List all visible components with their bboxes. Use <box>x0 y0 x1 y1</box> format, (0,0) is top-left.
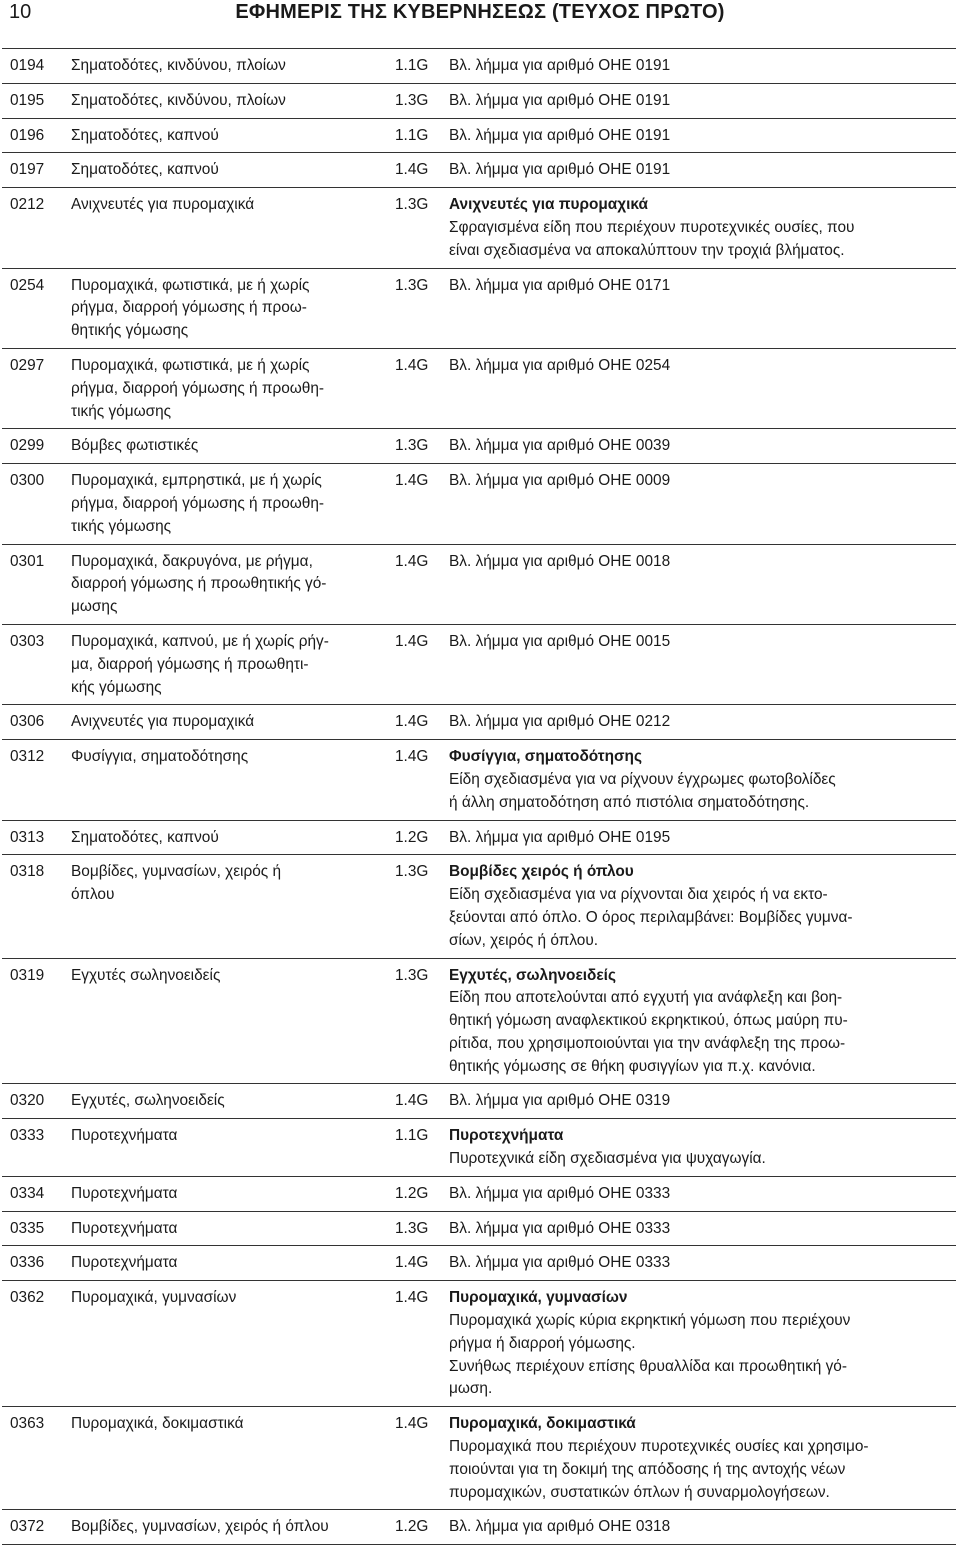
definition-line: ξεύονται από όπλο. Ο όρος περιλαμβάνει: Βομβίδες γυμνα- <box>449 908 853 926</box>
table-row <box>2 545 956 625</box>
substance-name <box>71 90 395 113</box>
name-line: ρήγμα, διαρροή γόμωσης ή προω- <box>71 299 307 317</box>
definition-term: Πυρομαχικά, δοκιμαστικά <box>449 1415 636 1433</box>
classification-code: 1.1G <box>395 1127 429 1145</box>
table-row <box>2 153 956 188</box>
name-line: Πυρομαχικά, εμπρηστικά, με ή χωρίς <box>71 472 322 490</box>
see-entry-reference: Βλ. λήμμα για αριθμό ΟΗΕ 0018 <box>449 552 671 570</box>
see-entry-reference: Βλ. λήμμα για αριθμό ΟΗΕ 0039 <box>449 437 671 455</box>
see-entry-reference: Βλ. λήμμα για αριθμό ΟΗΕ 0319 <box>449 1092 671 1110</box>
description <box>449 275 956 343</box>
un-number: 0297 <box>10 356 45 374</box>
definition-line: Συνήθως περιέχουν επίσης θρυαλλίδα και προωθητική γό- <box>449 1357 847 1375</box>
definition-line: μωση. <box>449 1380 493 1398</box>
table-row <box>2 349 956 429</box>
substance-name <box>71 1413 395 1504</box>
un-number: 0313 <box>10 828 45 846</box>
definition-line: Είδη σχεδιασμένα για να ρίχνουν έγχρωμες φωτοβολίδες <box>449 770 836 788</box>
definition-line: ποιούνται για τη δοκιμή της απόδοσης ή της αντοχής νέων <box>449 1460 846 1478</box>
table-row <box>2 705 956 740</box>
un-entries-table <box>2 48 956 1545</box>
un-number: 0312 <box>10 748 45 766</box>
table-row <box>2 1177 956 1212</box>
name-line: Πυροτεχνήματα <box>71 1184 178 1202</box>
substance-name <box>71 965 395 1079</box>
definition-term: Βομβίδες χειρός ή όπλου <box>449 863 634 881</box>
name-line: Πυροτεχνήματα <box>71 1127 178 1145</box>
substance-name <box>71 1287 395 1401</box>
description <box>449 1218 956 1241</box>
description <box>449 1252 956 1275</box>
classification-code: 1.3G <box>395 91 429 109</box>
definition-line: ρήγμα ή διαρροή γόμωσης. <box>449 1334 636 1352</box>
see-entry-reference: Βλ. λήμμα για αριθμό ΟΗΕ 0171 <box>449 276 671 294</box>
name-line: θητικής γόμωσης <box>71 322 189 340</box>
name-line: κής γόμωσης <box>71 678 162 696</box>
substance-name <box>71 470 395 538</box>
name-line: Πυρομαχικά, δοκιμαστικά <box>71 1415 244 1433</box>
classification-code: 1.4G <box>395 1415 429 1433</box>
un-number: 0197 <box>10 161 45 179</box>
description <box>449 746 956 814</box>
see-entry-reference: Βλ. λήμμα για αριθμό ΟΗΕ 0318 <box>449 1518 671 1536</box>
description <box>449 1125 956 1171</box>
table-row <box>2 1246 956 1281</box>
name-line: Ανιχνευτές για πυρομαχικά <box>71 713 255 731</box>
classification-code: 1.4G <box>395 472 429 490</box>
table-row <box>2 84 956 119</box>
description <box>449 1287 956 1401</box>
description <box>449 965 956 1079</box>
name-line: Βόμβες φωτιστικές <box>71 437 199 455</box>
definition-line: πυρομαχικών, συστατικών όπλων ή συναρμολογήσεων. <box>449 1483 830 1501</box>
name-line: Σηματοδότες, κινδύνου, πλοίων <box>71 91 286 109</box>
un-number: 0303 <box>10 632 45 650</box>
table-row <box>2 821 956 856</box>
name-line: Πυρομαχικά, φωτιστικά, με ή χωρίς <box>71 356 310 374</box>
name-line: Ανιχνευτές για πυρομαχικά <box>71 196 255 214</box>
description <box>449 194 956 262</box>
un-number: 0194 <box>10 57 45 74</box>
substance-name <box>71 1516 395 1539</box>
name-line: Σηματοδότες, καπνού <box>71 161 219 179</box>
definition-line: Είδη σχεδιασμένα για να ρίχνονται δια χειρός ή να εκτο- <box>449 886 828 904</box>
un-number: 0336 <box>10 1254 45 1272</box>
name-line: τικής γόμωσης <box>71 402 172 420</box>
description <box>449 1516 956 1539</box>
un-number: 0212 <box>10 196 45 214</box>
name-line: Σηματοδότες, καπνού <box>71 828 219 846</box>
classification-code: 1.3G <box>395 966 429 984</box>
see-entry-reference: Βλ. λήμμα για αριθμό ΟΗΕ 0212 <box>449 713 671 731</box>
substance-name <box>71 194 395 262</box>
substance-name <box>71 1125 395 1171</box>
un-number: 0301 <box>10 552 45 570</box>
table-row <box>2 119 956 154</box>
table-row <box>2 1510 956 1545</box>
definition-line: θητικής γόμωσης σε θήκη φυσιγγίων για π.χ. κανόνια. <box>449 1057 816 1075</box>
definition-line: Πυροτεχνικά είδη σχεδιασμένα για ψυχαγωγία. <box>449 1150 766 1168</box>
classification-code: 1.4G <box>395 356 429 374</box>
un-number: 0306 <box>10 713 45 731</box>
un-number: 0333 <box>10 1127 45 1145</box>
page-number: 10 <box>9 1 32 23</box>
definition-line: Πυρομαχικά που περιέχουν πυροτεχνικές ουσίες και χρησιμο- <box>449 1438 869 1456</box>
substance-name <box>71 435 395 458</box>
name-line: Πυροτεχνήματα <box>71 1219 178 1237</box>
table-row <box>2 855 956 958</box>
definition-term: Εγχυτές, σωληνοειδείς <box>449 966 616 984</box>
un-number: 0318 <box>10 863 45 881</box>
definition-line: θητική γόμωση αναφλεκτικού εκρηκτικού, όπως μαύρη πυ- <box>449 1012 848 1030</box>
classification-code: 1.3G <box>395 1219 429 1237</box>
see-entry-reference: Βλ. λήμμα για αριθμό ΟΗΕ 0333 <box>449 1184 671 1202</box>
table-row <box>2 1212 956 1247</box>
table-row <box>2 429 956 464</box>
substance-name <box>71 1090 395 1113</box>
name-line: Βομβίδες, γυμνασίων, χειρός ή όπλου <box>71 1518 329 1536</box>
classification-code: 1.3G <box>395 276 429 294</box>
table-row <box>2 49 956 84</box>
substance-name <box>71 275 395 343</box>
un-number: 0319 <box>10 966 45 984</box>
description <box>449 631 956 699</box>
un-number: 0320 <box>10 1092 45 1110</box>
see-entry-reference: Βλ. λήμμα για αριθμό ΟΗΕ 0254 <box>449 356 671 374</box>
name-line: Εγχυτές σωληνοειδείς <box>71 966 221 984</box>
un-number: 0254 <box>10 276 45 294</box>
substance-name <box>71 125 395 148</box>
name-line: ρήγμα, διαρροή γόμωσης ή προωθη- <box>71 494 325 512</box>
classification-code: 1.4G <box>395 1289 429 1307</box>
description <box>449 1183 956 1206</box>
table-row <box>2 1407 956 1510</box>
un-number: 0363 <box>10 1415 45 1433</box>
substance-name <box>71 631 395 699</box>
definition-line: είναι σχεδιασμένα να αποκαλύπτουν την τροχιά βλήματος. <box>449 241 845 259</box>
un-number: 0300 <box>10 472 45 490</box>
classification-code: 1.4G <box>395 1254 429 1272</box>
definition-line: Πυρομαχικά χωρίς κύρια εκρηκτική γόμωση που περιέχουν <box>449 1312 851 1330</box>
see-entry-reference: Βλ. λήμμα για αριθμό ΟΗΕ 0009 <box>449 472 671 490</box>
un-number: 0334 <box>10 1184 45 1202</box>
un-number: 0372 <box>10 1518 45 1536</box>
classification-code: 1.4G <box>395 1092 429 1110</box>
classification-code: 1.4G <box>395 748 429 766</box>
classification-code: 1.4G <box>395 161 429 179</box>
description <box>449 55 956 78</box>
see-entry-reference: Βλ. λήμμα για αριθμό ΟΗΕ 0191 <box>449 161 671 179</box>
classification-code: 1.2G <box>395 1184 429 1202</box>
classification-code: 1.4G <box>395 713 429 731</box>
un-number: 0299 <box>10 437 45 455</box>
classification-code: 1.4G <box>395 552 429 570</box>
substance-name <box>71 551 395 619</box>
description <box>449 711 956 734</box>
substance-name <box>71 711 395 734</box>
name-line: τικής γόμωσης <box>71 517 172 535</box>
classification-code: 1.3G <box>395 437 429 455</box>
classification-code: 1.1G <box>395 57 429 74</box>
un-number: 0335 <box>10 1219 45 1237</box>
un-number: 0196 <box>10 126 45 144</box>
name-line: Πυρομαχικά, φωτιστικά, με ή χωρίς <box>71 276 310 294</box>
table-row <box>2 1281 956 1407</box>
definition-line: σίων, χειρός ή όπλου. <box>449 931 599 949</box>
definition-term: Πυροτεχνήματα <box>449 1127 564 1145</box>
page-header <box>0 0 960 30</box>
definition-line: ή άλλη σηματοδότηση από πιστόλια σηματοδότησης. <box>449 793 810 811</box>
substance-name <box>71 1252 395 1275</box>
name-line: Πυροτεχνήματα <box>71 1254 178 1272</box>
definition-line: ρίτιδα, που χρησιμοποιούνται για την ανάφλεξη της προω- <box>449 1034 846 1052</box>
classification-code: 1.4G <box>395 632 429 650</box>
definition-term: Ανιχνευτές για πυρομαχικά <box>449 196 648 214</box>
name-line: Πυρομαχικά, δακρυγόνα, με ρήγμα, <box>71 552 313 570</box>
name-line: όπλου <box>71 886 115 904</box>
table-row <box>2 959 956 1085</box>
definition-line: Είδη που αποτελούνται από εγχυτή για ανάφλεξη και βοη- <box>449 989 843 1007</box>
table-row <box>2 625 956 705</box>
un-number: 0362 <box>10 1289 45 1307</box>
description <box>449 1090 956 1113</box>
description <box>449 861 956 952</box>
substance-name <box>71 1218 395 1241</box>
definition-term: Φυσίγγια, σηματοδότησης <box>449 748 642 766</box>
substance-name <box>71 55 395 78</box>
un-number: 0195 <box>10 91 45 109</box>
name-line: Σηματοδότες, καπνού <box>71 126 219 144</box>
description <box>449 90 956 113</box>
classification-code: 1.2G <box>395 1518 429 1536</box>
see-entry-reference: Βλ. λήμμα για αριθμό ΟΗΕ 0191 <box>449 126 671 144</box>
journal-title: ΕΦΗΜΕΡΙΣ ΤΗΣ ΚΥΒΕΡΝΗΣΕΩΣ (ΤΕΥΧΟΣ ΠΡΩΤΟ) <box>235 1 725 23</box>
table-row <box>2 1119 956 1177</box>
name-line: Φυσίγγια, σηματοδότησης <box>71 748 249 766</box>
see-entry-reference: Βλ. λήμμα για αριθμό ΟΗΕ 0195 <box>449 828 671 846</box>
name-line: Βομβίδες, γυμνασίων, χειρός ή <box>71 863 282 881</box>
classification-code: 1.2G <box>395 828 429 846</box>
table-row <box>2 740 956 820</box>
table-row <box>2 1084 956 1119</box>
see-entry-reference: Βλ. λήμμα για αριθμό ΟΗΕ 0333 <box>449 1219 671 1237</box>
substance-name <box>71 861 395 952</box>
name-line: μωσης <box>71 598 118 616</box>
classification-code: 1.3G <box>395 196 429 214</box>
classification-code: 1.3G <box>395 863 429 881</box>
substance-name <box>71 355 395 423</box>
description <box>449 470 956 538</box>
description <box>449 1413 956 1504</box>
classification-code: 1.1G <box>395 126 429 144</box>
name-line: Πυρομαχικά, καπνού, με ή χωρίς ρήγ- <box>71 632 329 650</box>
definition-line: Σφραγισμένα είδη που περιέχουν πυροτεχνικές ουσίες, που <box>449 218 855 236</box>
description <box>449 159 956 182</box>
see-entry-reference: Βλ. λήμμα για αριθμό ΟΗΕ 0191 <box>449 57 671 74</box>
description <box>449 355 956 423</box>
name-line: Πυρομαχικά, γυμνασίων <box>71 1289 237 1307</box>
see-entry-reference: Βλ. λήμμα για αριθμό ΟΗΕ 0015 <box>449 632 671 650</box>
table-row <box>2 464 956 544</box>
name-line: διαρροή γόμωσης ή προωθητικής γό- <box>71 575 327 593</box>
description <box>449 551 956 619</box>
substance-name <box>71 827 395 850</box>
substance-name <box>71 746 395 814</box>
description <box>449 435 956 458</box>
definition-term: Πυρομαχικά, γυμνασίων <box>449 1289 628 1307</box>
table-row <box>2 269 956 349</box>
description <box>449 827 956 850</box>
name-line: μα, διαρροή γόμωσης ή προωθητι- <box>71 655 309 673</box>
name-line: Σηματοδότες, κινδύνου, πλοίων <box>71 57 286 74</box>
substance-name <box>71 159 395 182</box>
see-entry-reference: Βλ. λήμμα για αριθμό ΟΗΕ 0191 <box>449 91 671 109</box>
name-line: ρήγμα, διαρροή γόμωσης ή προωθη- <box>71 379 325 397</box>
table-row <box>2 188 956 268</box>
see-entry-reference: Βλ. λήμμα για αριθμό ΟΗΕ 0333 <box>449 1254 671 1272</box>
name-line: Εγχυτές, σωληνοειδείς <box>71 1092 225 1110</box>
description <box>449 125 956 148</box>
substance-name <box>71 1183 395 1206</box>
